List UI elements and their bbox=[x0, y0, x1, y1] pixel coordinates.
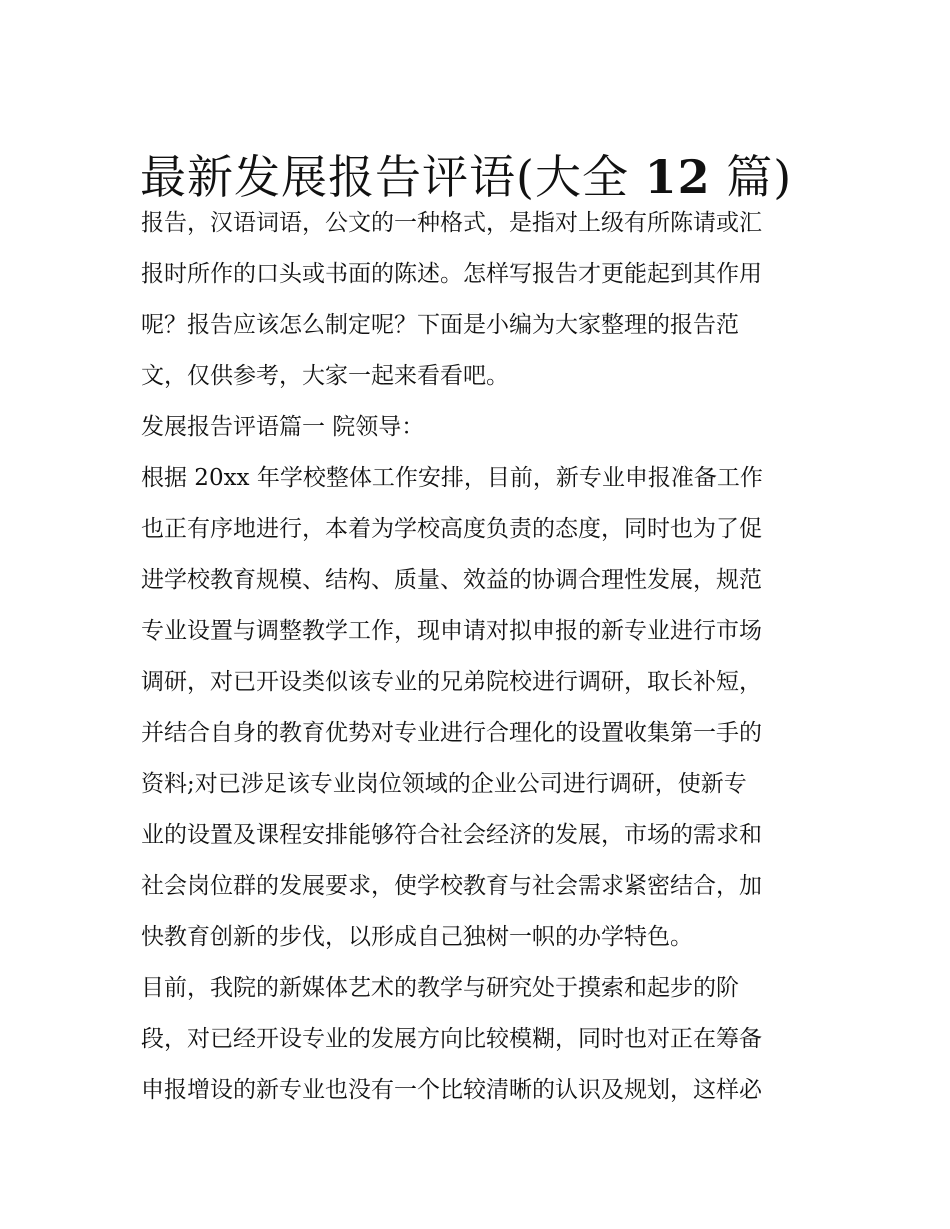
text-line: 申报增设的新专业也没有一个比较清晰的认识及规划，这样必 bbox=[141, 1077, 762, 1103]
text-line: 报告，汉语词语，公文的一种格式，是指对上级有所陈请或汇 bbox=[141, 210, 762, 236]
text-line: 资料;对已涉足该专业岗位领域的企业公司进行调研，使新专 bbox=[141, 771, 747, 797]
document-title bbox=[140, 149, 840, 205]
text-line: 专业设置与调整教学工作，现申请对拟申报的新专业进行市场 bbox=[141, 618, 762, 644]
text-line: 业的设置及课程安排能够符合社会经济的发展，市场的需求和 bbox=[141, 822, 762, 848]
text-line: 也正有序地进行，本着为学校高度负责的态度，同时也为了促 bbox=[141, 516, 762, 542]
text-line: 根据 20xx 年学校整体工作安排，目前，新专业申报准备工作 bbox=[141, 465, 763, 491]
text-line: 文，仅供参考，大家一起来看看吧。 bbox=[141, 363, 509, 389]
text-line: 社会岗位群的发展要求，使学校教育与社会需求紧密结合，加 bbox=[141, 873, 762, 899]
document-body bbox=[141, 198, 813, 1116]
title-part-2: 篇) bbox=[710, 149, 793, 204]
text-line: 报时所作的口头或书面的陈述。怎样写报告才更能起到其作用 bbox=[141, 261, 762, 287]
title-part-1: 最新发展报告评语(大全 bbox=[140, 149, 645, 204]
text-line: 目前，我院的新媒体艺术的教学与研究处于摸索和起步的阶 bbox=[141, 975, 739, 1001]
text-line: 调研，对已开设类似该专业的兄弟院校进行调研，取长补短， bbox=[141, 669, 762, 695]
text-line: 快教育创新的步伐，以形成自己独树一帜的办学特色。 bbox=[141, 924, 693, 950]
title-number: 12 bbox=[644, 149, 711, 204]
text-line: 段，对已经开设专业的发展方向比较模糊，同时也对正在筹备 bbox=[141, 1026, 762, 1052]
text-line: 呢？报告应该怎么制定呢？下面是小编为大家整理的报告范 bbox=[141, 312, 739, 338]
text-line: 进学校教育规模、结构、质量、效益的协调合理性发展，规范 bbox=[141, 567, 762, 593]
section-heading: 发展报告评语篇一 院领导： bbox=[141, 414, 425, 440]
text-line: 并结合自身的教育优势对专业进行合理化的设置收集第一手的 bbox=[141, 720, 762, 746]
